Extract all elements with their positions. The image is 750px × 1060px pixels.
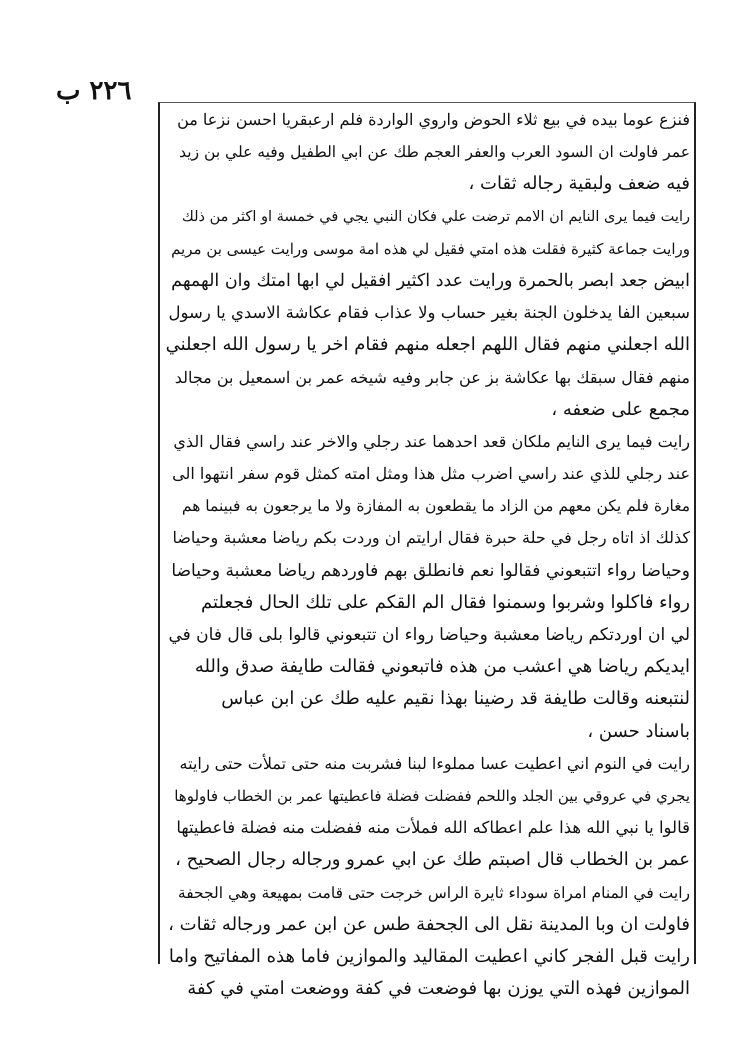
manuscript-line: وحياضا رواء اتتبعوني فقالوا نعم فانطلق بهم فاوردهم رياضا معشبة وحياضا: [171, 560, 690, 581]
manuscript-line: باسناد حسن ،: [587, 720, 690, 742]
manuscript-line: الله اجعلني منهم فقال اللهم اجعله منهم فقام اخر يا رسول الله اجعلني: [166, 334, 690, 356]
manuscript-line: ورايت جماعة كثيرة فقلت هذه امتي فقيل لي هذه امة موسى ورايت عيسى بن مريم: [171, 239, 690, 258]
manuscript-line: قالوا يا نبي الله هذا علم اعطاكه الله فملأت منه ففضلت منه فضلة فاعطيتها: [176, 818, 690, 838]
manuscript-line: عمر فاولت ان السود العرب والعفر العجم طك عن ابي الطفيل وفيه علي بن زيد: [179, 143, 690, 162]
manuscript-line: ابيض جعد ابصر بالحمرة ورايت عدد اكثير افقيل لي ابها امتك وان الهمهم: [171, 270, 690, 291]
manuscript-line: رايت في النوم اني اعطيت عسا مملوءا لبنا فشربت منه حتى تملأت حتى رايته: [179, 753, 690, 773]
manuscript-line: فاولت ان وبا المدينة نقل الى الجحفة طس عن ابن عمر ورجاله ثقات ،: [168, 913, 690, 935]
manuscript-line: منهم فقال سبقك بها عكاشة بز عن جابر وفيه شيخه عمر بن اسمعيل بن مجالد: [174, 367, 690, 387]
manuscript-line: رايت قبل الفجر كاني اعطيت المقاليد والموازين فاما هذه المفاتيح واما: [168, 945, 690, 967]
manuscript-line: مجمع على ضعفه ،: [551, 398, 690, 420]
manuscript-text: [166, 104, 690, 1005]
manuscript-line: رواء فاكلوا وشربوا وسمنوا فقال الم القكم على تلك الحال فجعلتم: [201, 591, 690, 613]
manuscript-line: عند رجلي للذي عند راسي اضرب مثل هذا ومثل امته كمثل قوم سفر انتهوا الى: [172, 464, 690, 484]
manuscript-line: مغارة فلم يكن معهم من الزاد ما يقطعون به المفازة ولا ما يرجعون به فبينما هم: [181, 497, 690, 516]
manuscript-line: رايت فيما يرى النايم ملكان قعد احدهما عند رجلي والاخر عند راسي فقال الذي: [173, 431, 690, 451]
page-number: ٢٢٦ ب: [56, 76, 132, 106]
manuscript-line: فنزع عوما بيده في بيع ثلاء الحوض واروي الواردة فلم ارعبقريا احسن نزعا من: [177, 110, 690, 129]
manuscript-line: رايت في المنام امراة سوداء ثايرة الراس خرجت حتى قامت بمهيعة وهي الجحفة: [177, 883, 690, 902]
manuscript-line: ايديكم رياضا هي اعشب من هذه فاتبعوني فقالت طايفة صدق والله: [194, 656, 690, 678]
manuscript-line: عمر بن الخطاب قال اصبتم طك عن ابي عمرو ورجاله رجال الصحيح ،: [175, 849, 690, 871]
manuscript-line: فيه ضعف ولبقية رجاله ثقات ،: [468, 173, 690, 195]
manuscript-line: سبعين الفا يدخلون الجنة بغير حساب ولا عذاب فقام عكاشة الاسدي يا رسول: [168, 303, 690, 323]
manuscript-line: كذلك اذ اتاه رجل في حلة حبرة فقال ارايتم ان وردت بكم رياضا معشبة وحياضا: [172, 528, 690, 548]
manuscript-line: لنتبعنه وقالت طايفة قد رضينا بهذا نقيم عليه طك عن ابن عباس: [221, 688, 690, 710]
manuscript-line: الموازين فهذه التي يوزن بها فوضعت في كفة ووضعت امتي في كفة: [187, 978, 690, 1000]
manuscript-line: يجري في عروقي بين الجلد واللحم ففضلت فضلة فاعطيتها عمر بن الخطاب فاولوها: [174, 786, 690, 805]
manuscript-line: رايت فيما يرى النايم ان الامم ترضت علي فكان النبي يجي في خمسة او اكثر من ذلك: [181, 208, 690, 225]
manuscript-line: لي ان اوردتكم رياضا معشبة وحياضا رواء ان تتبعوني قالوا بلى قال فان في: [168, 625, 690, 645]
